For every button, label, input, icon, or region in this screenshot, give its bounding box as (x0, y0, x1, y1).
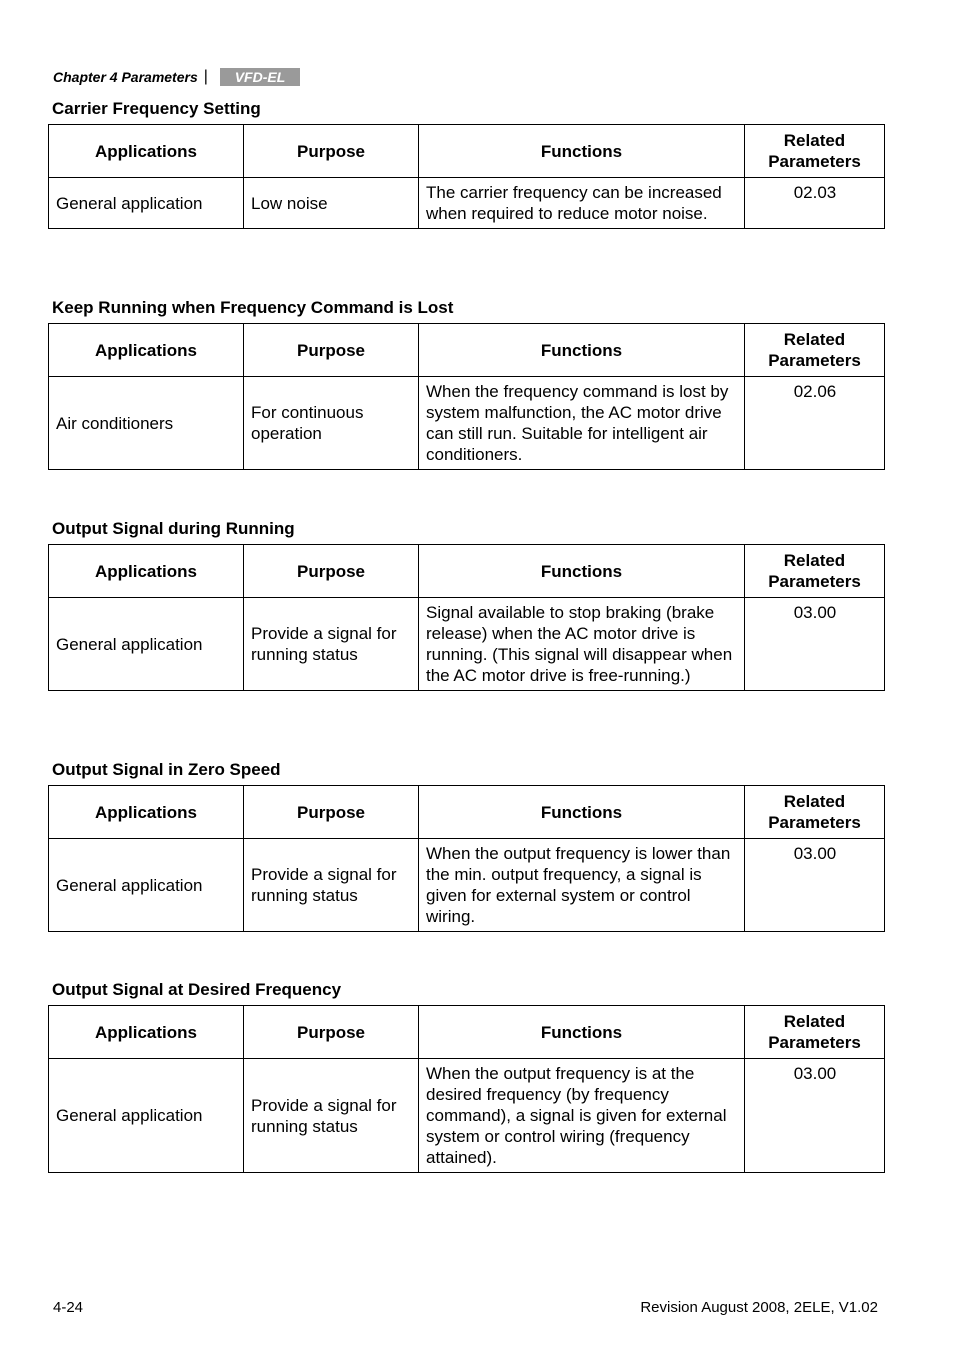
section-title: Output Signal at Desired Frequency (52, 980, 342, 999)
col-functions: Functions (419, 786, 745, 839)
section-title: Output Signal in Zero Speed (52, 760, 281, 779)
table-header-row (49, 125, 885, 178)
col-functions: Functions (419, 125, 745, 178)
page-number: 4-24 (53, 1299, 84, 1316)
section-carrier-frequency (48, 98, 884, 229)
functions-cell: Signal available to stop braking (brake release) when the AC motor drive is running. (This signal will disappear when the AC motor drive is free-running.) (419, 598, 745, 691)
table-header-row (49, 786, 885, 839)
header-separator: | (203, 68, 208, 85)
col-applications: Applications (49, 545, 244, 598)
section-title: Output Signal during Running (52, 519, 295, 538)
revision-note: Revision August 2008, 2ELE, V1.02 (640, 1299, 878, 1316)
table-header-row (49, 545, 885, 598)
parameter-table (48, 124, 885, 229)
table-row (49, 839, 885, 932)
functions-cell: When the output frequency is at the desired frequency (by frequency command), a signal is given for external system or control wiring (frequency attained). (419, 1059, 745, 1173)
parameter-table (48, 544, 885, 691)
section-keep-running (48, 297, 884, 470)
purpose-cell: For continuous operation (244, 377, 419, 470)
col-purpose: Purpose (244, 1006, 419, 1059)
parameter-table (48, 785, 885, 932)
section-title: Keep Running when Frequency Command is Lost (52, 298, 454, 317)
params-cell: 02.06 (745, 377, 885, 470)
col-purpose: Purpose (244, 125, 419, 178)
col-applications: Applications (49, 125, 244, 178)
col-related-parameters: Related Parameters (745, 786, 885, 839)
col-applications: Applications (49, 1006, 244, 1059)
col-purpose: Purpose (244, 786, 419, 839)
col-applications: Applications (49, 786, 244, 839)
col-related-parameters: Related Parameters (745, 125, 885, 178)
table-row (49, 178, 885, 229)
purpose-cell: Provide a signal for running status (244, 598, 419, 691)
purpose-cell: Provide a signal for running status (244, 839, 419, 932)
col-functions: Functions (419, 324, 745, 377)
parameter-table (48, 323, 885, 470)
functions-cell: The carrier frequency can be increased when required to reduce motor noise. (419, 178, 745, 229)
col-related-parameters: Related Parameters (745, 1006, 885, 1059)
params-cell: 02.03 (745, 178, 885, 229)
application-cell: General application (49, 1059, 244, 1173)
col-applications: Applications (49, 324, 244, 377)
col-purpose: Purpose (244, 324, 419, 377)
vfd-el-logo (220, 68, 300, 86)
section-output-signal-running (48, 518, 884, 691)
col-related-parameters: Related Parameters (745, 545, 885, 598)
application-cell: Air conditioners (49, 377, 244, 470)
table-row (49, 598, 885, 691)
section-output-signal-zero-speed (48, 759, 884, 932)
application-cell: General application (49, 178, 244, 229)
col-purpose: Purpose (244, 545, 419, 598)
section-title: Carrier Frequency Setting (52, 99, 261, 118)
svg-text:VFD-EL: VFD-EL (234, 69, 286, 85)
col-functions: Functions (419, 1006, 745, 1059)
functions-cell: When the frequency command is lost by system malfunction, the AC motor drive can still run. Suitable for intelligent air conditioners. (419, 377, 745, 470)
params-cell: 03.00 (745, 598, 885, 691)
section-output-signal-desired-frequency (48, 979, 884, 1173)
col-related-parameters: Related Parameters (745, 324, 885, 377)
table-header-row (49, 1006, 885, 1059)
parameter-table (48, 1005, 885, 1173)
functions-cell: When the output frequency is lower than the min. output frequency, a signal is given for external system or control wiring. (419, 839, 745, 932)
page-header (53, 66, 300, 88)
table-row (49, 377, 885, 470)
params-cell: 03.00 (745, 839, 885, 932)
params-cell: 03.00 (745, 1059, 885, 1173)
application-cell: General application (49, 598, 244, 691)
col-functions: Functions (419, 545, 745, 598)
table-row (49, 1059, 885, 1173)
application-cell: General application (49, 839, 244, 932)
purpose-cell: Provide a signal for running status (244, 1059, 419, 1173)
chapter-label: Chapter 4 Parameters (53, 69, 198, 85)
table-header-row (49, 324, 885, 377)
purpose-cell: Low noise (244, 178, 419, 229)
